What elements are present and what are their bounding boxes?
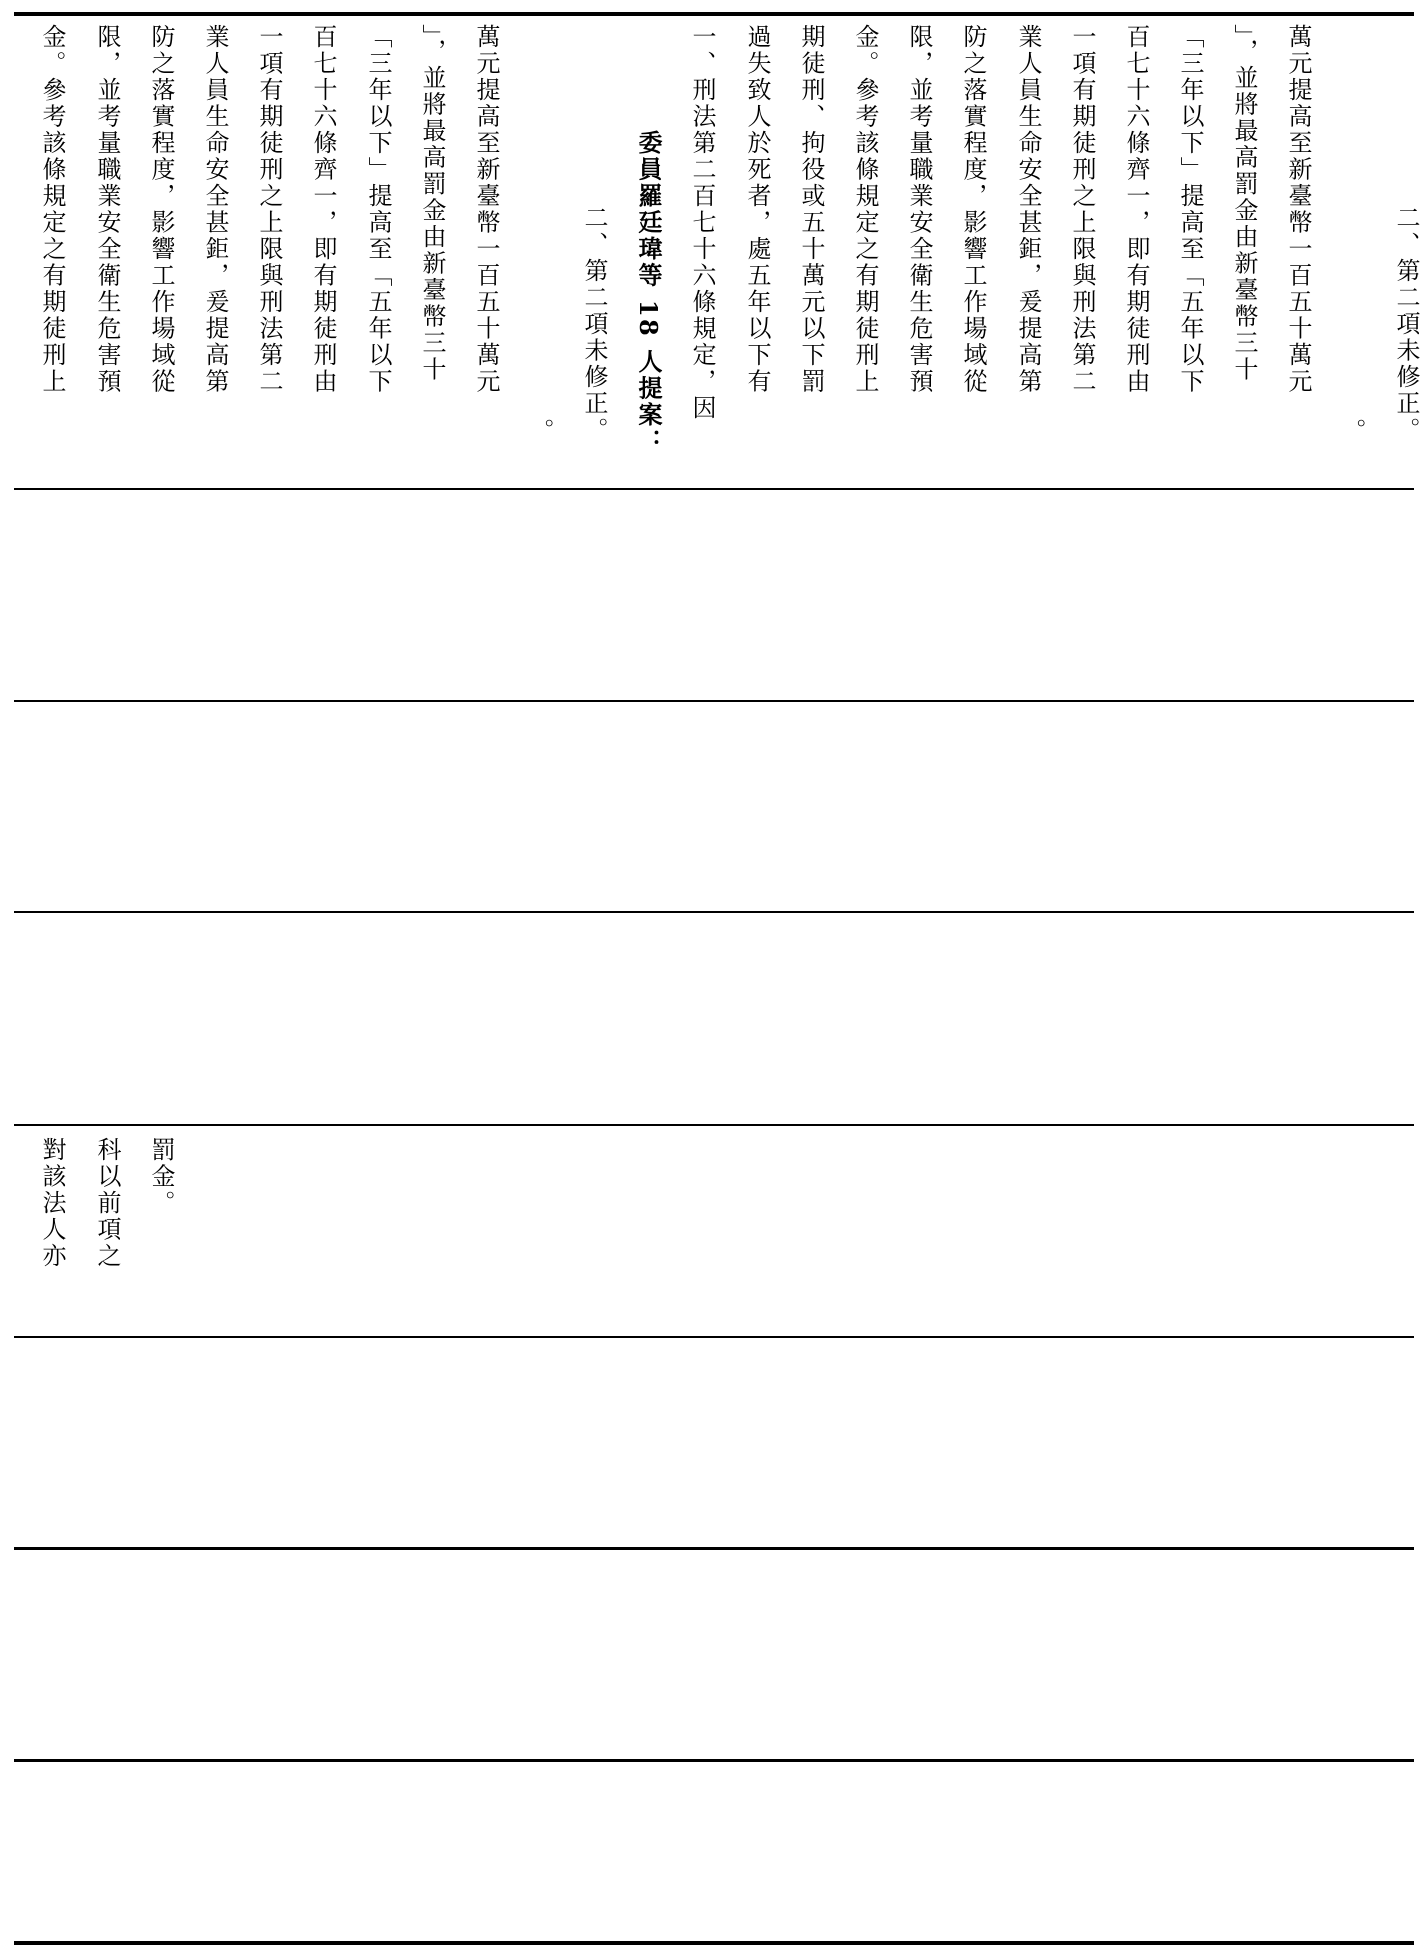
text-line: 萬元提高至新臺幣一百五十萬元 (1284, 24, 1312, 395)
text-line: 二、第二項未修正。 (580, 205, 608, 444)
proposal-heading: 委員羅廷瑋等 18 人提案： (634, 130, 663, 456)
row-divider (14, 1759, 1414, 1762)
table-bottom-border (14, 1941, 1414, 1945)
text-line: 期徒刑、拘役或五十萬元以下罰 (797, 24, 825, 395)
text-line: 百七十六條齊一，即有期徒刑由 (309, 24, 337, 395)
text-line: 。 (526, 418, 554, 445)
table-top-border (14, 12, 1414, 16)
text-line: 過失致人於死者，處五年以下有 (743, 24, 771, 395)
text-line: 罰金。 (147, 1137, 175, 1217)
text-line: 萬元提高至新臺幣一百五十萬元 (472, 24, 500, 395)
text-line: 二、第二項未修正。 (1392, 205, 1420, 444)
text-line: 金。參考該條規定之有期徒刑上 (851, 24, 879, 395)
row-divider (14, 1124, 1414, 1126)
text-line: 」，並將最高罰金由新臺幣三十 (1230, 24, 1258, 383)
text-line: 一、刑法第二百七十六條規定，因 (688, 24, 716, 422)
text-line: 防之落實程度，影響工作場域從 (147, 24, 175, 395)
row-divider (14, 488, 1414, 490)
text-line: 對該法人亦 (38, 1137, 66, 1270)
row-divider (14, 911, 1414, 913)
row-divider (14, 1336, 1414, 1338)
text-line: 「三年以下」提高至「五年以下 (364, 24, 392, 395)
text-line: 限，並考量職業安全衛生危害預 (93, 24, 121, 395)
row-divider (14, 1547, 1414, 1550)
text-line: 金。參考該條規定之有期徒刑上 (38, 24, 66, 395)
text-line: 科以前項之 (93, 1137, 121, 1270)
text-line: 限，並考量職業安全衛生危害預 (905, 24, 933, 395)
text-line: 業人員生命安全甚鉅，爰提高第 (201, 24, 229, 395)
text-line: 」，並將最高罰金由新臺幣三十 (418, 24, 446, 383)
text-line: 「三年以下」提高至「五年以下 (1176, 24, 1204, 395)
row-divider (14, 700, 1414, 702)
text-line: 一項有期徒刑之上限與刑法第二 (1068, 24, 1096, 395)
text-line: 業人員生命安全甚鉅，爰提高第 (1014, 24, 1042, 395)
text-line: 一項有期徒刑之上限與刑法第二 (255, 24, 283, 395)
text-line: 。 (1338, 418, 1366, 445)
text-line: 百七十六條齊一，即有期徒刑由 (1122, 24, 1150, 395)
text-line: 防之落實程度，影響工作場域從 (959, 24, 987, 395)
